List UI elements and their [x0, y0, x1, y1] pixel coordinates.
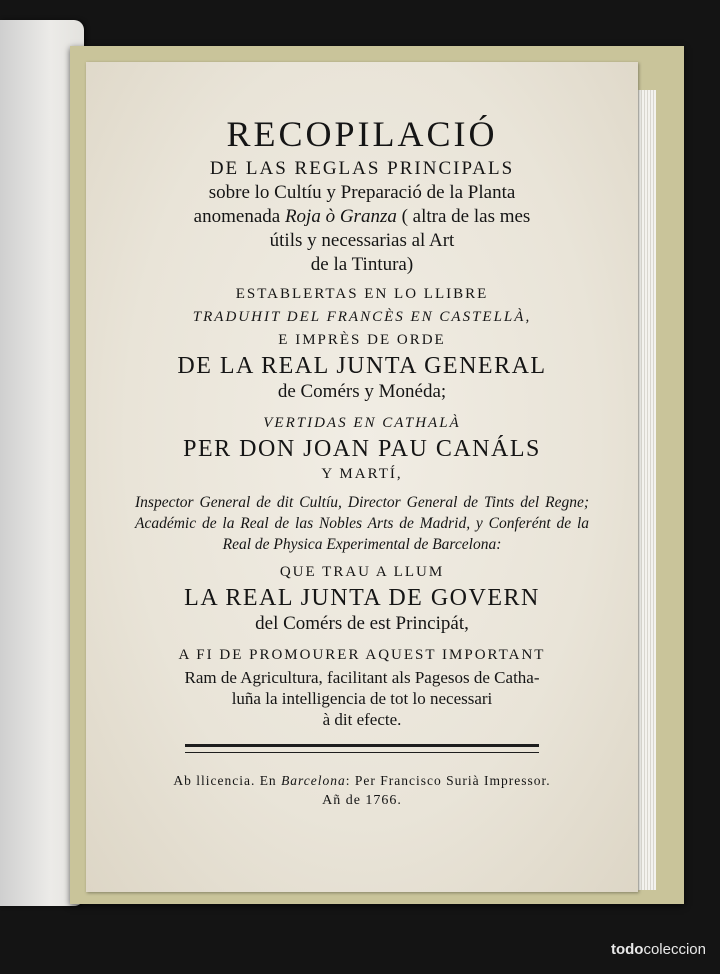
- imprint-line-1-italic: Barcelona: [281, 773, 346, 788]
- purpose-line-2: Ram de Agricultura, facilitant als Pagesos de Catha-: [184, 668, 540, 687]
- site-watermark-regular: coleccion: [643, 941, 706, 958]
- purpose-line-1: A FI DE PROMOURER AQUEST IMPORTANT: [178, 647, 546, 663]
- commerce-line: de Comérs y Monéda;: [277, 381, 447, 402]
- purpose-line-3: luña la intelligencia de tot lo necessari: [231, 689, 493, 708]
- subtitle-line-4: útils y necessarias al Art: [269, 230, 455, 251]
- principality-line: del Comérs de est Principát,: [255, 613, 469, 634]
- site-watermark: [611, 941, 706, 958]
- purpose-line-4: à dit efecte.: [322, 710, 402, 729]
- govern-line: LA REAL JUNTA DE GOVERN: [184, 585, 540, 611]
- subtitle-line-3-post: ( altra de las mes: [396, 206, 531, 227]
- catalan-line: VERTIDAS EN CATHALÀ: [263, 415, 461, 431]
- light-line: QUE TRAU A LLUM: [279, 564, 445, 580]
- subtitle-line-3: [86, 205, 638, 229]
- subtitle-line-5: de la Tintura): [310, 254, 414, 275]
- imprint-line-1: [86, 771, 638, 791]
- page-title: RECOPILACIÓ: [226, 114, 498, 154]
- subtitle-line-3-pre: anomenada: [193, 206, 285, 227]
- inspector-text: Inspector General de dit Cultíu, Director General de Tints del Regne; Académic de la Real de las Nobles Arts de Madrid, y Conferént de la Real de Physica Experimental de Barcelona:: [135, 494, 589, 553]
- printed-line: E IMPRÈS DE ORDE: [278, 332, 446, 348]
- imprint-line-1-pre: Ab llicencia. En: [173, 773, 282, 788]
- author-line-1: PER DON JOAN PAU CANÁLS: [183, 436, 541, 462]
- site-watermark-bold: todo: [610, 941, 644, 958]
- title-page-text: [86, 114, 638, 811]
- imprint-line-1-post: : Per Francisco Surià Impressor.: [345, 773, 551, 788]
- translated-line: TRADUHIT DEL FRANCÈS EN CASTELLÀ,: [192, 309, 532, 325]
- imprint-line-2: Añ de 1766.: [322, 793, 402, 808]
- junta-line: DE LA REAL JUNTA GENERAL: [177, 353, 547, 379]
- subtitle-line-2: sobre lo Cultíu y Preparació de la Planta: [208, 182, 516, 203]
- subtitle-line-3-italic: Roja ò Granza: [284, 206, 397, 227]
- author-line-2: Y MARTÍ,: [321, 466, 403, 482]
- established-line: ESTABLERTAS EN LO LLIBRE: [235, 286, 489, 302]
- double-rule-divider: [185, 744, 539, 753]
- title-page: [86, 62, 638, 892]
- subtitle-line-1: DE LAS REGLAS PRINCIPALS: [209, 158, 515, 179]
